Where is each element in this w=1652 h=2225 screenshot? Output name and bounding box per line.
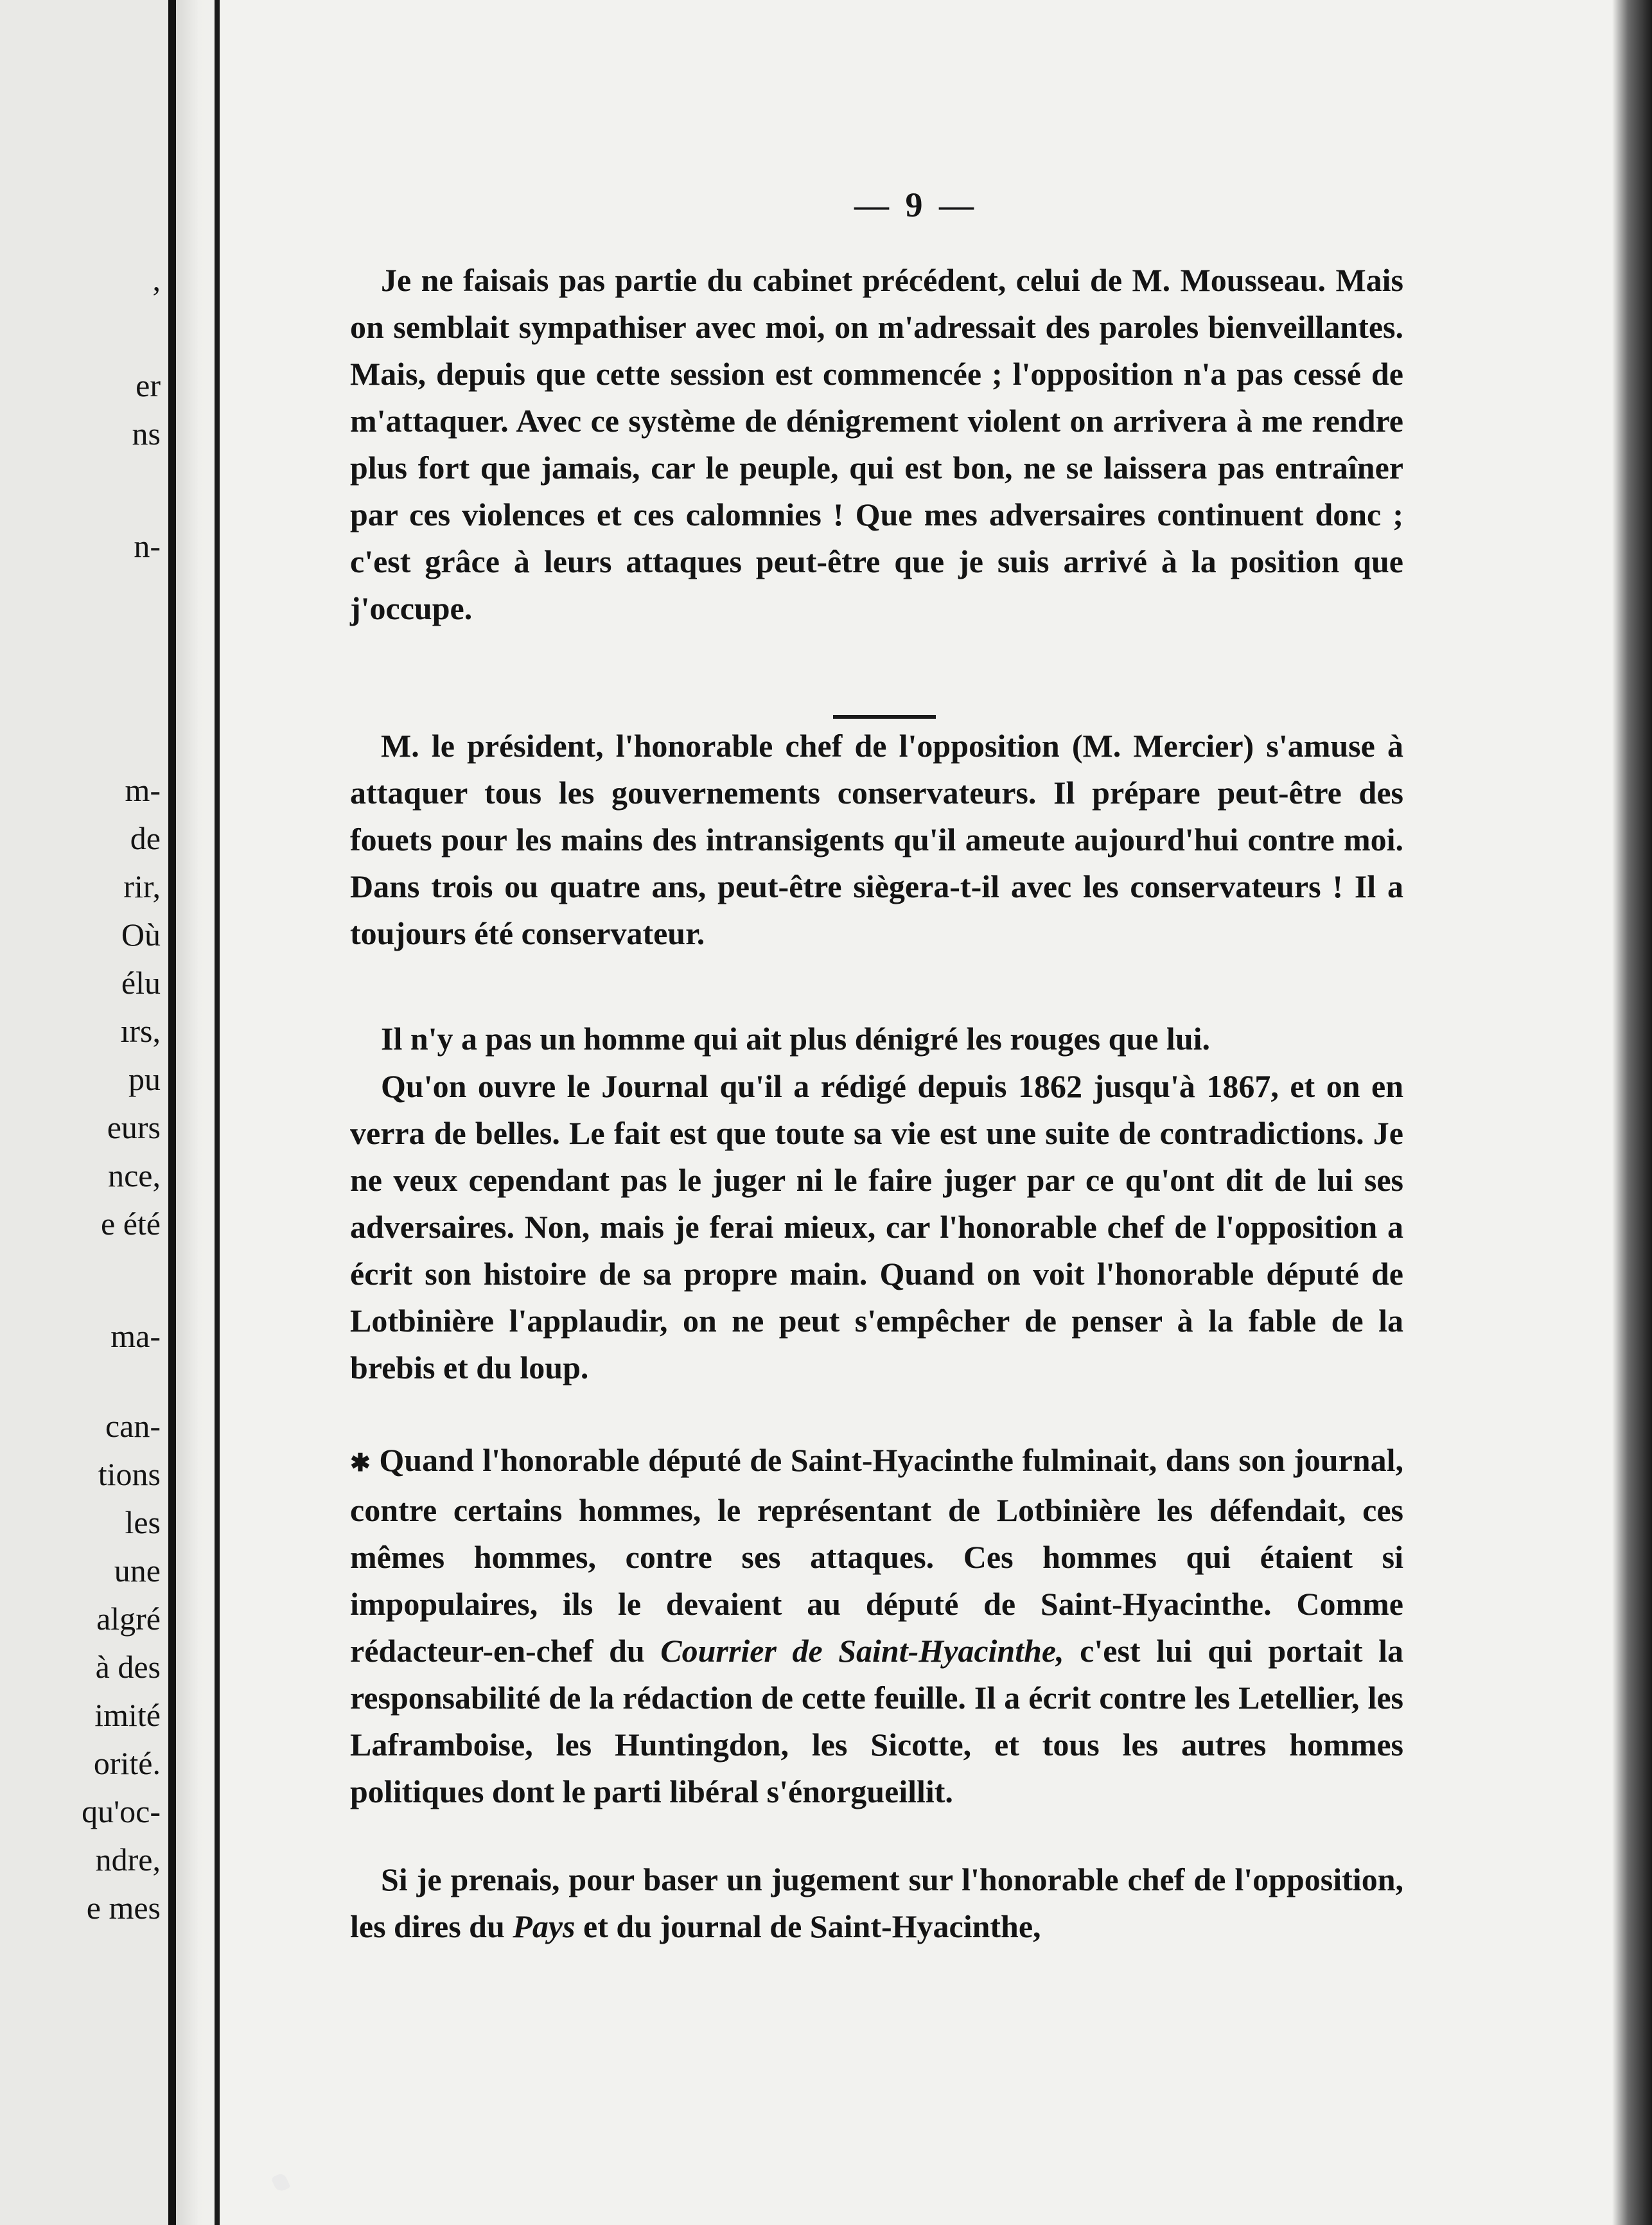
left-page-fragment: eurs: [107, 1109, 161, 1145]
left-page-fragment: pu: [128, 1061, 161, 1097]
paragraph-2: [350, 723, 1403, 957]
paragraph-5: [350, 1437, 1403, 1815]
left-page-fragment: qu'oc-: [82, 1793, 161, 1829]
binding-shadow: [176, 0, 215, 2225]
left-page-fragment: ma-: [110, 1318, 161, 1354]
left-page-fragment: ,: [152, 261, 161, 297]
left-page-fragment: e été: [101, 1206, 161, 1242]
paragraph-3: [350, 1016, 1403, 1062]
paragraph-5-part-b: c'est lui qui portait la responsabilité de la rédaction de cette feuille. Il a écrit contre les Letellier, les Laframboise, les Huntingdon, les Sicotte, et tous les autres hommes politiques dont le parti libéral s'énorgueillit.: [350, 1633, 1403, 1810]
paragraph-5-part-a: Quand l'honorable député de Saint-Hyacinthe fulminait, dans son journal, contre certains hommes, le représentant de Lotbinière les défendait, ces mêmes hommes, contre ses attaques. Ces hommes qui étaient si impopulaires, ils le devaient au député de Saint-Hyacinthe. Comme rédacteur-en-chef du: [350, 1442, 1403, 1669]
paragraph-1-text: Je ne faisais pas partie du cabinet précédent, celui de M. Mousseau. Mais on semblait sympathiser avec moi, on m'adressait des paroles bienveillantes. Mais, depuis que cette session est commencée ; l'opposition n'a pas cessé de m'attaquer. Avec ce système de dénigrement violent on arrivera à me rendre plus fort que jamais, car le peuple, qui est bon, ne se laissera pas entraîner par ces violences et ces calomnies ! Que mes adversaires continuent donc ; c'est grâce à leurs attaques peut-être que je suis arrivé à la position que j'occupe.: [350, 262, 1403, 626]
binding-gutter: [168, 0, 176, 2225]
left-page-fragment: can-: [105, 1408, 161, 1444]
section-divider-rule: [833, 715, 936, 719]
paragraph-2-text: M. le président, l'honorable chef de l'opposition (M. Mercier) s'amuse à attaquer tous les gouvernements conservateurs. Il prépare peut-être des fouets pour les mains des intransigents qu'il ameute aujourd'hui contre moi. Dans trois ou quatre ans, peut-être siègera-t-il avec les conservateurs ! Il a toujours été conservateur.: [350, 728, 1403, 951]
right-page-edge-shadow: [1612, 0, 1652, 2225]
paragraph-6-part-b: et du journal de Saint-Hyacinthe,: [575, 1908, 1041, 1944]
left-page-fragment: nce,: [108, 1157, 161, 1193]
paragraph-5-text: [350, 1437, 1403, 1815]
page-separator-line: [215, 0, 220, 2225]
left-page-fragment: e mes: [86, 1890, 161, 1926]
paragraph-5-italic: Courrier de Saint-Hyacinthe,: [660, 1633, 1064, 1669]
margin-mark: ✱: [350, 1450, 371, 1477]
left-page-fragment: tions: [98, 1456, 161, 1492]
left-page-edge: [0, 0, 168, 2225]
page-number: — 9 —: [854, 186, 978, 224]
paragraph-4-text: Qu'on ouvre le Journal qu'il a rédigé depuis 1862 jusqu'à 1867, et on en verra de belles. Le fait est que toute sa vie est une suite de contradictions. Je ne veux cependant pas le juger ni le faire juger par ce qu'ont dit de lui ses adversaires. Non, mais je ferai mieux, car l'honorable chef de l'opposition a écrit son histoire de sa propre main. Quand on voit l'honorable député de Lotbinière l'applaudir, on ne peut s'empêcher de penser à la fable de la brebis et du loup.: [350, 1068, 1403, 1385]
left-page-fragment: er: [136, 367, 161, 403]
left-page-fragment: élu: [121, 965, 161, 1001]
left-page-fragment: algré: [96, 1601, 161, 1637]
left-page-fragment: orité.: [93, 1745, 161, 1781]
left-page-fragment: m-: [125, 772, 161, 808]
left-page-fragment: ndre,: [95, 1842, 161, 1878]
left-page-fragment: ns: [132, 416, 161, 452]
paragraph-6: [350, 1856, 1403, 1950]
left-page-fragment: une: [114, 1552, 161, 1588]
left-page-fragment: de: [130, 820, 161, 856]
left-page-fragment: Où: [121, 917, 161, 953]
paragraph-3-text: Il n'y a pas un homme qui ait plus dénigré les rouges que lui.: [381, 1021, 1211, 1057]
paragraph-1: [350, 257, 1403, 632]
paragraph-6-part-a: Si je prenais, pour baser un jugement sur l'honorable chef de l'opposition, les dires du: [350, 1861, 1403, 1944]
left-page-fragment: les: [125, 1504, 161, 1540]
left-page-fragment: imité: [94, 1697, 161, 1733]
left-page-fragment: rir,: [123, 868, 161, 904]
paragraph-4: [350, 1063, 1403, 1391]
paragraph-6-italic: Pays: [513, 1908, 576, 1944]
left-page-fragment: n-: [134, 528, 161, 564]
paragraph-6-text: [350, 1856, 1403, 1950]
left-page-fragment: à des: [95, 1649, 161, 1685]
left-page-fragment: ırs,: [120, 1013, 161, 1049]
